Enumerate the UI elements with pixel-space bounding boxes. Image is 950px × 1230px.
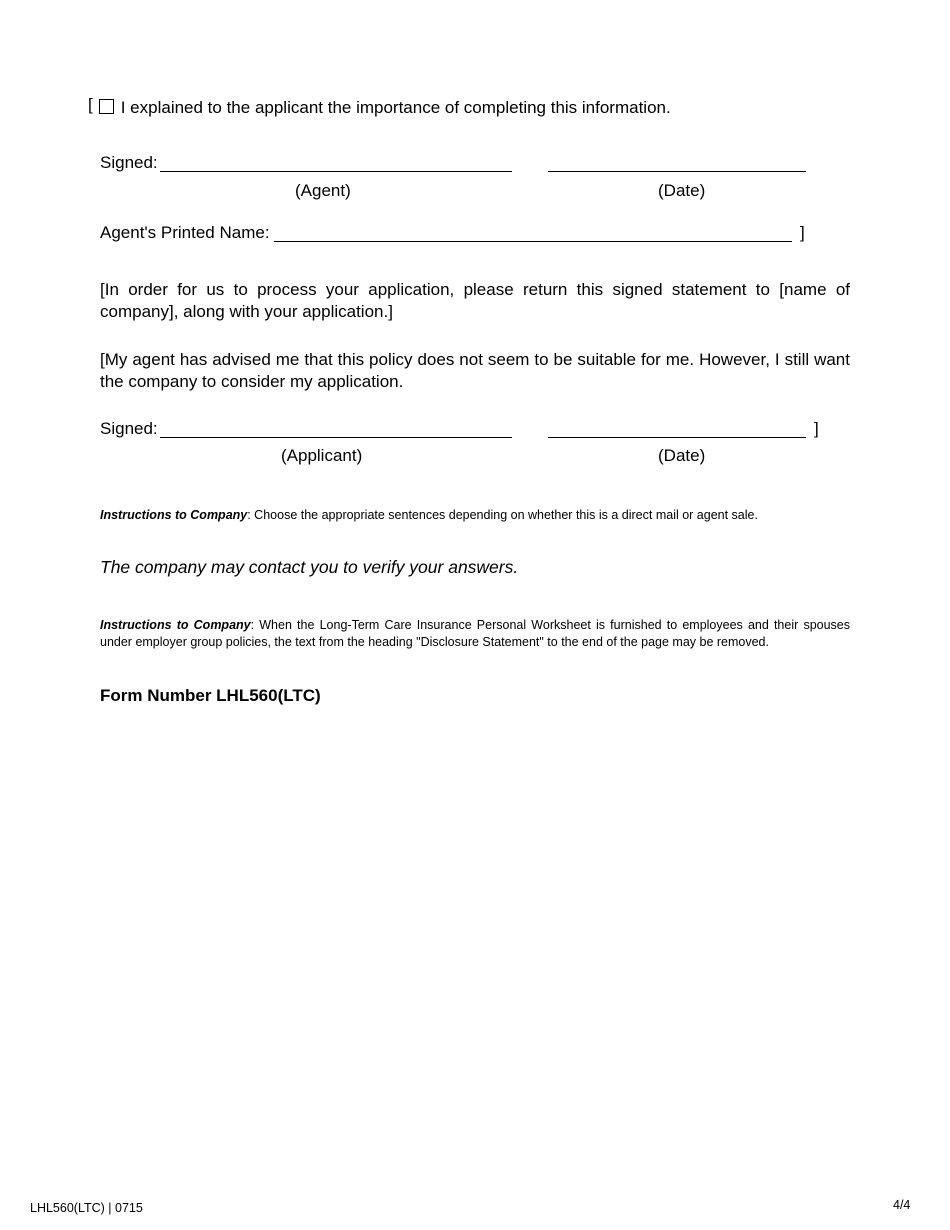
explained-importance-checkbox[interactable] [99,99,114,114]
agent-printed-name-line[interactable] [274,241,792,242]
applicant-signed-label: Signed: [100,419,158,438]
instruction-direct-mail [100,507,850,524]
applicant-date-line[interactable] [548,437,806,438]
agent-date-caption: (Date) [658,181,706,200]
agent-caption: (Agent) [295,181,351,200]
applicant-caption: (Applicant) [281,446,363,465]
agent-signature-line[interactable] [160,171,512,172]
applicant-signature-line[interactable] [160,437,512,438]
agent-printed-name-label: Agent's Printed Name: [100,223,270,242]
applicant-date-caption: (Date) [658,446,706,465]
footer-page-number: 4/4 [893,1198,911,1212]
agent-close-bracket: ] [800,223,805,242]
footer-form-code: LHL560(LTC) | 0715 [30,1201,143,1215]
verify-answers-note: The company may contact you to verify your answers. [100,557,519,577]
applicant-close-bracket: ] [814,419,819,438]
form-number-heading: Form Number LHL560(LTC) [100,686,321,705]
agent-acknowledgement [88,95,671,118]
instruction-group-policies [100,617,850,651]
checkbox-label: I explained to the applicant the importance of completing this information. [120,98,671,117]
agent-signed-label: Signed: [100,153,158,172]
instruction-label: Instructions to Company [100,508,248,522]
advisory-paragraph: [My agent has advised me that this policy does not seem to be suitable for me. However, I still want the company to consider my application. [100,350,850,391]
instruction-label: Instructions to Company [100,618,251,632]
instruction-text: : When the Long-Term Care Insurance Personal Worksheet is furnished to employees and their spouses under employer group policies, the text from the heading "Disclosure Statement" to the end of the page may be removed. [100,618,850,649]
return-instructions-paragraph: [In order for us to process your application, please return this signed statement to [name of company], along with your application.] [100,280,850,321]
instruction-text: : Choose the appropriate sentences depending on whether this is a direct mail or agent sale. [247,508,758,522]
open-bracket: [ [88,95,93,114]
agent-date-line[interactable] [548,171,806,172]
